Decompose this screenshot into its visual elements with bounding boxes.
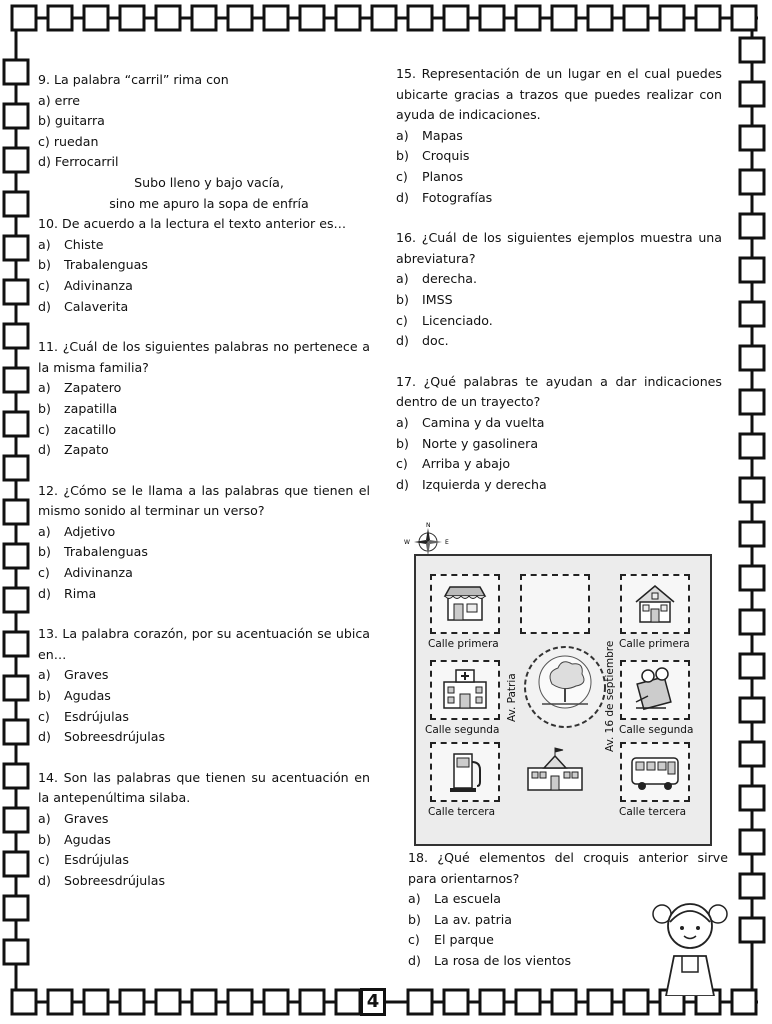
border-link (480, 6, 504, 30)
block-house (620, 574, 690, 634)
border-link (4, 192, 28, 216)
border-link (408, 990, 432, 1014)
option-letter: c) (38, 421, 50, 437)
question-17 (396, 372, 722, 496)
option[interactable] (396, 434, 722, 455)
border-link (740, 434, 764, 458)
option-letter: d) (408, 952, 421, 968)
right-column (396, 64, 722, 495)
question-13 (38, 624, 370, 748)
option-text: Sobreesdrújulas (64, 872, 166, 888)
option-text: zacatillo (64, 421, 117, 437)
option[interactable] (38, 91, 370, 112)
question-15 (396, 64, 722, 208)
option-letter: d) (38, 872, 51, 888)
option-text: Chiste (64, 236, 104, 252)
question-13-stem: 13. La palabra corazón, por su acentuación se ubica en… (38, 626, 370, 662)
option[interactable] (38, 584, 370, 605)
question-10-options (38, 235, 370, 317)
option[interactable] (396, 290, 722, 311)
border-link (740, 258, 764, 282)
question-17-options (396, 413, 722, 495)
question-11-options (38, 378, 370, 460)
border-link (228, 6, 252, 30)
border-link (264, 6, 288, 30)
border-link (4, 632, 28, 656)
option-letter: b) (38, 544, 51, 560)
border-link (480, 990, 504, 1014)
option-letter: b) (38, 113, 51, 129)
option-text: Norte y gasolinera (422, 435, 539, 451)
compass-n: N (426, 522, 431, 529)
question-14-stem: 14. Son las palabras que tienen su acentuación en la antepenúltima silaba. (38, 769, 370, 806)
border-link (740, 566, 764, 590)
border-link (624, 990, 648, 1014)
block-school (520, 742, 590, 802)
option-letter: c) (396, 456, 408, 472)
option-letter: c) (396, 312, 408, 328)
option[interactable] (38, 276, 370, 297)
option-letter: c) (38, 277, 50, 293)
border-link (4, 544, 28, 568)
option[interactable] (396, 454, 722, 475)
film-camera-icon (622, 662, 688, 718)
compass-w: W (404, 539, 410, 546)
border-link (740, 918, 764, 942)
border-link (740, 346, 764, 370)
street-label: Calle tercera (619, 806, 687, 818)
question-12-options (38, 522, 370, 604)
option-text: ruedan (53, 133, 99, 149)
border-link (372, 6, 396, 30)
border-link (12, 990, 36, 1014)
border-link (300, 6, 324, 30)
border-link (740, 302, 764, 326)
border-link (4, 720, 28, 744)
option-text: Licenciado. (422, 312, 493, 328)
option-text: Fotografías (422, 189, 493, 205)
option-letter: a) (38, 667, 51, 683)
option[interactable] (396, 126, 722, 147)
option-text: El parque (434, 932, 494, 948)
border-link (12, 6, 36, 30)
border-link (588, 990, 612, 1014)
question-14 (38, 768, 370, 892)
option-text: Adivinanza (64, 277, 133, 293)
option[interactable] (38, 871, 370, 892)
question-15-options (396, 126, 722, 208)
question-9 (38, 70, 370, 173)
border-link (4, 104, 28, 128)
option-text: La rosa de los vientos (434, 952, 572, 968)
border-link (4, 148, 28, 172)
option-text: Adivinanza (64, 565, 133, 581)
border-link (740, 830, 764, 854)
border-link (740, 214, 764, 238)
option-letter: a) (38, 92, 51, 108)
border-link (624, 6, 648, 30)
option-letter: a) (38, 236, 51, 252)
street-label: Calle primera (619, 638, 690, 650)
border-link (156, 990, 180, 1014)
border-link (4, 368, 28, 392)
option[interactable] (38, 132, 370, 153)
border-link (516, 990, 540, 1014)
option[interactable] (38, 297, 370, 318)
option[interactable] (396, 475, 722, 496)
option-letter: a) (396, 271, 409, 287)
option-letter: d) (396, 476, 409, 492)
question-9-options (38, 91, 370, 173)
option-text: IMSS (422, 291, 453, 307)
option-text: Rima (64, 585, 97, 601)
option-text: La escuela (434, 891, 501, 907)
option[interactable] (396, 269, 722, 290)
question-9-stem: 9. La palabra “carril” rima con (38, 72, 229, 87)
option-letter: b) (38, 831, 51, 847)
border-link (740, 610, 764, 634)
option-text: Graves (64, 667, 109, 683)
option-letter: b) (38, 688, 51, 704)
option-letter: b) (396, 291, 409, 307)
border-link (740, 170, 764, 194)
border-link (4, 588, 28, 612)
option[interactable] (396, 413, 722, 434)
option-letter: a) (396, 127, 409, 143)
option-letter: b) (38, 400, 51, 416)
option[interactable] (38, 522, 370, 543)
question-10-stem: 10. De acuerdo a la lectura el texto anterior es… (38, 216, 347, 232)
option-letter: b) (408, 911, 421, 927)
option-text: Croquis (422, 148, 470, 164)
hospital-icon (432, 662, 498, 718)
option-text: Agudas (64, 831, 111, 847)
border-link (696, 6, 720, 30)
option-text: Zapatero (64, 380, 122, 396)
border-link (660, 6, 684, 30)
border-link (228, 990, 252, 1014)
border-link (336, 6, 360, 30)
bus-icon (622, 744, 688, 800)
border-link (156, 6, 180, 30)
option-letter: d) (38, 298, 51, 314)
question-16-options (396, 269, 722, 351)
option[interactable] (396, 146, 722, 167)
border-link (4, 940, 28, 964)
avenue-label: Av. 16 de septiembre (604, 640, 616, 752)
border-link (4, 280, 28, 304)
option-text: Graves (64, 811, 109, 826)
option-letter: a) (38, 523, 51, 539)
option-letter: c) (38, 852, 50, 868)
house-icon (622, 576, 688, 632)
street-label: Calle tercera (428, 806, 496, 818)
option-text: Agudas (64, 688, 111, 704)
page-number: 4 (360, 988, 386, 1016)
option-text: Zapato (64, 442, 109, 458)
sketch-map (400, 520, 720, 850)
block-gas-station (430, 742, 500, 802)
block-empty (520, 574, 590, 634)
border-link (740, 742, 764, 766)
option-text: Trabalenguas (64, 257, 148, 273)
park-icon (512, 644, 618, 730)
option[interactable] (38, 686, 370, 707)
option-letter: d) (38, 442, 51, 458)
option[interactable] (396, 188, 722, 209)
option[interactable] (38, 665, 370, 686)
option-letter: d) (396, 333, 409, 349)
border-link (740, 874, 764, 898)
option[interactable] (396, 311, 722, 332)
poem-line-1: Subo lleno y bajo vacía, (134, 174, 284, 190)
block-store (430, 574, 500, 634)
option[interactable] (38, 707, 370, 728)
left-column (38, 70, 370, 891)
option[interactable] (38, 542, 370, 563)
option-letter: d) (396, 189, 409, 205)
border-link (84, 990, 108, 1014)
border-link (740, 522, 764, 546)
border-link (408, 6, 432, 30)
border-link (120, 6, 144, 30)
border-link (300, 990, 324, 1014)
option[interactable] (38, 440, 370, 461)
option-letter: a) (38, 811, 51, 826)
option[interactable] (38, 727, 370, 748)
border-link (444, 6, 468, 30)
option-text: Ferrocarril (54, 154, 119, 170)
option-letter: d) (38, 729, 51, 745)
border-link (740, 654, 764, 678)
option-text: derecha. (422, 271, 478, 287)
option-text: zapatilla (64, 400, 118, 416)
option-text: Arriba y abajo (422, 456, 511, 472)
option[interactable] (396, 331, 722, 352)
street-label: Calle segunda (425, 724, 500, 736)
question-14-options (38, 809, 370, 891)
border-link (48, 990, 72, 1014)
border-link (4, 324, 28, 348)
option[interactable] (38, 399, 370, 420)
border-link (4, 236, 28, 260)
option-text: doc. (422, 333, 449, 349)
border-link (740, 698, 764, 722)
border-link (4, 764, 28, 788)
option-text: Izquierda y derecha (422, 476, 547, 492)
question-12-stem: 12. ¿Cómo se le llama a las palabras que tienen el mismo sonido al terminar un verso? (38, 482, 370, 519)
option-letter: b) (396, 148, 409, 164)
border-link (48, 6, 72, 30)
option-letter: d) (38, 585, 51, 601)
block-bus (620, 742, 690, 802)
poem-line-2: sino me apuro la sopa de enfría (109, 195, 309, 211)
map-area (414, 554, 712, 846)
question-16 (396, 228, 722, 352)
option-text: Sobreesdrújulas (64, 729, 166, 745)
border-link (516, 6, 540, 30)
option-text: Planos (422, 168, 464, 184)
option[interactable] (38, 378, 370, 399)
compass-e: E (445, 539, 449, 546)
border-link (444, 990, 468, 1014)
border-link (4, 456, 28, 480)
border-link (4, 60, 28, 84)
option[interactable] (38, 420, 370, 441)
border-link (336, 990, 360, 1014)
option[interactable] (396, 167, 722, 188)
option[interactable] (38, 255, 370, 276)
street-label: Calle segunda (619, 724, 694, 736)
option[interactable] (38, 235, 370, 256)
question-11-stem: 11. ¿Cuál de los siguientes palabras no pertenece a la misma familia? (38, 339, 370, 375)
question-17-stem: 17. ¿Qué palabras te ayudan a dar indicaciones dentro de un trayecto? (396, 373, 722, 410)
border-link (740, 126, 764, 150)
border-link (740, 478, 764, 502)
question-10 (38, 214, 370, 317)
question-13-options (38, 665, 370, 747)
border-link (4, 676, 28, 700)
border-link (740, 38, 764, 62)
border-link (552, 990, 576, 1014)
border-link (264, 990, 288, 1014)
border-link (732, 990, 756, 1014)
avenue-label: Av. Patria (506, 673, 518, 722)
option-letter: c) (38, 708, 50, 724)
option-letter: c) (38, 133, 50, 149)
option[interactable] (38, 830, 370, 851)
school-icon (520, 742, 590, 802)
option[interactable] (38, 563, 370, 584)
option-letter: b) (396, 435, 409, 451)
border-link (740, 390, 764, 414)
border-link (192, 6, 216, 30)
option-text: Esdrújulas (64, 852, 129, 868)
option-text: Mapas (422, 127, 463, 143)
option-letter: b) (38, 257, 51, 273)
border-link (740, 786, 764, 810)
border-link (4, 808, 28, 832)
border-link (588, 6, 612, 30)
option[interactable] (38, 111, 370, 132)
block-hospital (430, 660, 500, 720)
border-link (4, 500, 28, 524)
option-letter: c) (408, 932, 420, 948)
option-text: Calaverita (64, 298, 129, 314)
option[interactable] (38, 152, 370, 173)
option-text: Adjetivo (64, 523, 116, 539)
option-text: Trabalenguas (64, 544, 148, 560)
gas-pump-icon (432, 744, 498, 800)
border-link (120, 990, 144, 1014)
option-letter: c) (38, 565, 50, 581)
block-cinema (620, 660, 690, 720)
riddle-poem (38, 173, 370, 214)
option[interactable] (38, 809, 370, 830)
girl-illustration-icon (652, 896, 728, 996)
border-link (552, 6, 576, 30)
border-link (192, 990, 216, 1014)
option-text: Camina y da vuelta (422, 414, 545, 430)
store-icon (432, 576, 498, 632)
option-letter: d) (38, 154, 51, 170)
option-letter: a) (408, 891, 421, 907)
question-15-stem: 15. Representación de un lugar en el cual puedes ubicarte gracias a trazos que puedes realizar con ayuda de indicaciones. (396, 66, 722, 123)
border-link (84, 6, 108, 30)
border-link (4, 852, 28, 876)
option[interactable] (38, 850, 370, 871)
question-16-stem: 16. ¿Cuál de los siguientes ejemplos muestra una abreviatura? (396, 230, 722, 266)
border-link (732, 6, 756, 30)
option-text: guitarra (54, 113, 105, 129)
question-12 (38, 481, 370, 605)
border-link (4, 412, 28, 436)
option-text: Esdrújulas (64, 708, 129, 724)
border-link (4, 896, 28, 920)
question-18-stem: 18. ¿Qué elementos del croquis anterior sirve para orientarnos? (408, 850, 728, 886)
option-letter: a) (396, 414, 409, 430)
border-link (740, 82, 764, 106)
question-11 (38, 337, 370, 461)
option-text: erre (54, 92, 80, 108)
option-text: La av. patria (434, 911, 512, 927)
street-label: Calle primera (428, 638, 499, 650)
option-letter: c) (396, 168, 408, 184)
option-letter: a) (38, 380, 51, 396)
